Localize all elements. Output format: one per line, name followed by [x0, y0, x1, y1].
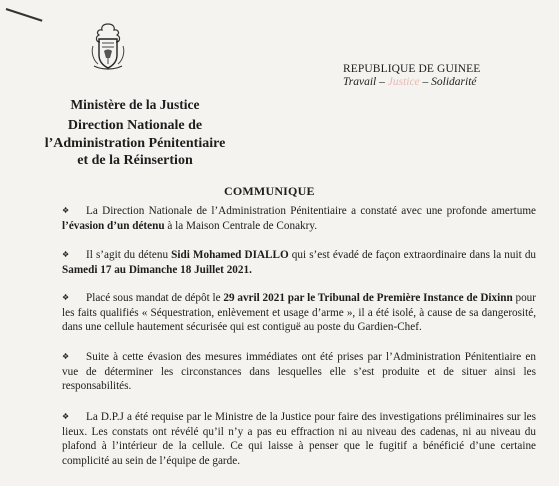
pen-stroke-mark — [6, 8, 43, 22]
republic-name: REPUBLIQUE DE GUINEE — [343, 63, 481, 75]
paragraph-2 — [62, 248, 536, 277]
direction-line-3: et de la Réinsertion — [77, 153, 193, 168]
text-run: qui s’est évadé de façon extraordinaire dans la nuit du — [288, 249, 537, 261]
ministry-name: Ministère de la Justice — [70, 97, 200, 112]
diamond-bullet-icon: ❖ — [62, 352, 70, 361]
diamond-bullet-icon: ❖ — [62, 206, 70, 215]
motto-part-solidarity: – Solidarité — [419, 76, 477, 88]
direction-line-2: l’Administration Pénitentiaire — [44, 135, 226, 151]
paragraph-4 — [62, 350, 536, 394]
text-run: Suite à cette évasion des mesures immédiates ont été prises par l’Administration Pénitentiaire en vue de déterminer les circonstances dans lesquelles elle s’est produite et de situer ainsi les responsabilités. — [62, 351, 536, 393]
motto-part-justice: Justice — [387, 76, 420, 88]
text-run: à la Maison Centrale de Conakry. — [164, 219, 318, 232]
diamond-bullet-icon: ❖ — [62, 250, 70, 259]
text-run: Placé sous mandat de dépôt le — [86, 292, 224, 304]
text-run: Il s’agit du détenu — [86, 249, 172, 261]
paragraph-3 — [62, 291, 536, 335]
bold-text-run: 29 avril 2021 par le Tribunal de Première Instance de Dixinn — [223, 292, 513, 304]
communique-title: COMMUNIQUE — [224, 184, 315, 198]
bold-text-run: Sidi Mohamed DIALLO — [171, 249, 289, 261]
direction-name — [30, 117, 240, 170]
paragraph-5 — [62, 410, 536, 468]
paragraph-1 — [62, 204, 536, 233]
coat-of-arms-icon — [88, 22, 128, 72]
national-motto — [343, 76, 533, 89]
text-run: La D.P.J a été requise par le Ministre de la Justice pour faire des investigations préliminaires sur les lieux. Les constats ont révélé qu’il n’y a pas eu effraction ni au niveau des cadenas, ni au niveau du plafond à l’intérieur de la cellule. Ce qui laisse à penser que le fugitif a bénéficié d’une certaine complicité au sein de l’équipe de garde. — [62, 411, 536, 467]
diamond-bullet-icon: ❖ — [62, 293, 70, 302]
motto-part-work: Travail – — [343, 76, 388, 88]
bold-text-run: Samedi 17 au Dimanche 18 Juillet 2021. — [62, 263, 252, 276]
ministry-header — [30, 96, 240, 170]
bold-text-run: l’évasion d’un détenu — [62, 219, 165, 232]
diamond-bullet-icon: ❖ — [62, 412, 70, 421]
text-run: pour les faits qualifiés « Séquestration, enlèvement et usage d’arme », il a été isolé, à cause de sa dangerosité, dans une cellule hautement sécurisée qui est contiguë au poste du Gardien-Chef. — [62, 292, 536, 334]
text-run: La Direction Nationale de l’Administration Pénitentiaire a constaté avec une profonde amertume — [86, 205, 536, 217]
direction-line-1: Direction Nationale de — [67, 118, 203, 133]
republic-header — [343, 63, 533, 89]
